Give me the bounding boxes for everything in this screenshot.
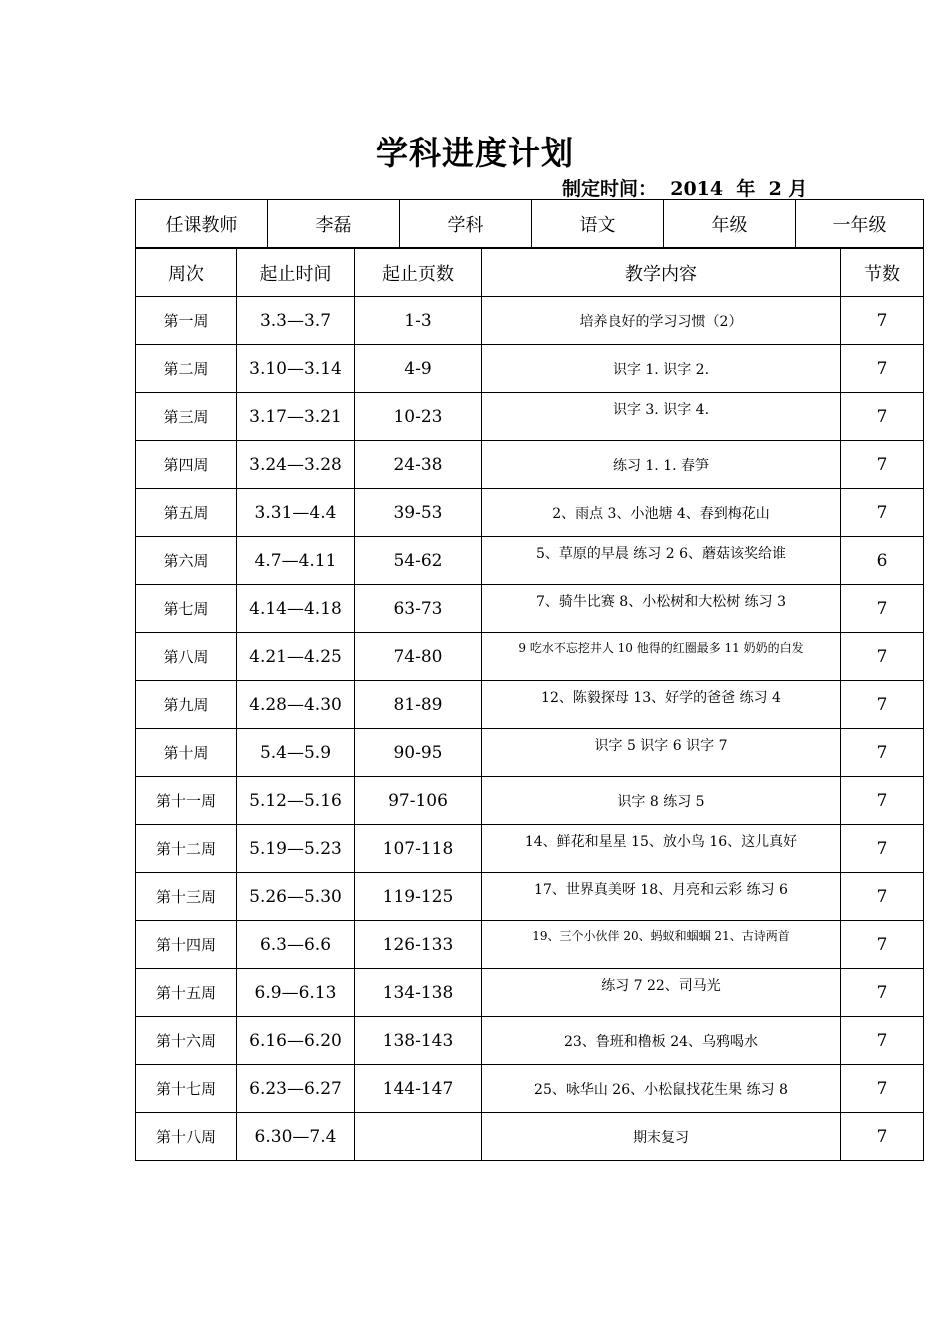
week-cell: 第十周 [136, 729, 237, 777]
table-row [136, 393, 924, 441]
date-line: 制定时间： 2014 年 2 月 [562, 178, 808, 200]
table-row [136, 585, 924, 633]
week-cell: 第二周 [136, 345, 237, 393]
content-cell: 25、咏华山 26、小松鼠找花生果 练习 8 [482, 1065, 841, 1113]
content-cell: 7、骑牛比赛 8、小松树和大松树 练习 3 [482, 585, 841, 633]
content-cell: 5、草原的早晨 练习 2 6、蘑菇该奖给谁 [482, 537, 841, 585]
pages-cell: 74-80 [355, 633, 482, 681]
pages-cell: 81-89 [355, 681, 482, 729]
lessons-cell: 7 [841, 489, 924, 537]
pages-cell: 107-118 [355, 825, 482, 873]
lessons-cell: 7 [841, 345, 924, 393]
week-cell: 第十一周 [136, 777, 237, 825]
week-cell: 第十三周 [136, 873, 237, 921]
pages-cell: 24-38 [355, 441, 482, 489]
content-cell: 期末复习 [482, 1113, 841, 1161]
dates-cell: 4.14—4.18 [237, 585, 355, 633]
table-row [136, 633, 924, 681]
week-cell: 第一周 [136, 297, 237, 345]
lessons-cell: 7 [841, 729, 924, 777]
week-cell: 第三周 [136, 393, 237, 441]
week-cell: 第十八周 [136, 1113, 237, 1161]
dates-cell: 6.9—6.13 [237, 969, 355, 1017]
content-cell: 17、世界真美呀 18、月亮和云彩 练习 6 [482, 873, 841, 921]
week-cell: 第七周 [136, 585, 237, 633]
info-row [136, 200, 924, 248]
table-row [136, 537, 924, 585]
content-cell: 识字 3. 识字 4. [482, 393, 841, 441]
lessons-cell: 7 [841, 873, 924, 921]
subject-label: 学科 [400, 200, 532, 248]
schedule-table [135, 248, 924, 1161]
content-cell: 12、陈毅探母 13、好学的爸爸 练习 4 [482, 681, 841, 729]
dates-cell: 5.19—5.23 [237, 825, 355, 873]
content-cell: 识字 1. 识字 2. [482, 345, 841, 393]
content-cell: 14、鲜花和星星 15、放小鸟 16、这儿真好 [482, 825, 841, 873]
pages-cell: 138-143 [355, 1017, 482, 1065]
table-row [136, 1065, 924, 1113]
dates-cell: 6.30—7.4 [237, 1113, 355, 1161]
dates-cell: 4.28—4.30 [237, 681, 355, 729]
table-row [136, 921, 924, 969]
table-row [136, 489, 924, 537]
pages-cell [355, 1113, 482, 1161]
dates-cell: 3.3—3.7 [237, 297, 355, 345]
dates-cell: 3.10—3.14 [237, 345, 355, 393]
dates-cell: 6.23—6.27 [237, 1065, 355, 1113]
content-cell: 识字 8 练习 5 [482, 777, 841, 825]
lessons-cell: 7 [841, 1113, 924, 1161]
header-lessons: 节数 [841, 249, 924, 297]
table-row [136, 777, 924, 825]
header-dates: 起止时间 [237, 249, 355, 297]
week-cell: 第十四周 [136, 921, 237, 969]
content-cell: 23、鲁班和橹板 24、乌鸦喝水 [482, 1017, 841, 1065]
dates-cell: 4.21—4.25 [237, 633, 355, 681]
table-row [136, 729, 924, 777]
dates-cell: 3.24—3.28 [237, 441, 355, 489]
week-cell: 第十二周 [136, 825, 237, 873]
pages-cell: 119-125 [355, 873, 482, 921]
content-cell: 识字 5 识字 6 识字 7 [482, 729, 841, 777]
week-cell: 第六周 [136, 537, 237, 585]
dates-cell: 3.17—3.21 [237, 393, 355, 441]
pages-cell: 39-53 [355, 489, 482, 537]
pages-cell: 10-23 [355, 393, 482, 441]
week-cell: 第九周 [136, 681, 237, 729]
lessons-cell: 7 [841, 1017, 924, 1065]
table-row [136, 1113, 924, 1161]
dates-cell: 6.16—6.20 [237, 1017, 355, 1065]
pages-cell: 97-106 [355, 777, 482, 825]
subject-value: 语文 [532, 200, 664, 248]
week-cell: 第十七周 [136, 1065, 237, 1113]
lessons-cell: 7 [841, 921, 924, 969]
lessons-cell: 7 [841, 825, 924, 873]
pages-cell: 134-138 [355, 969, 482, 1017]
lessons-cell: 7 [841, 1065, 924, 1113]
content-cell: 19、三个小伙伴 20、蚂蚁和蝈蝈 21、古诗两首 [482, 921, 841, 969]
dates-cell: 4.7—4.11 [237, 537, 355, 585]
table-row [136, 873, 924, 921]
content-cell: 练习 1. 1. 春笋 [482, 441, 841, 489]
dates-cell: 6.3—6.6 [237, 921, 355, 969]
lessons-cell: 7 [841, 681, 924, 729]
page-title: 学科进度计划 [375, 134, 574, 172]
lessons-cell: 7 [841, 393, 924, 441]
header-row [136, 249, 924, 297]
lessons-cell: 7 [841, 585, 924, 633]
table-row [136, 297, 924, 345]
teacher-value: 李磊 [268, 200, 400, 248]
lessons-cell: 7 [841, 777, 924, 825]
dates-cell: 3.31—4.4 [237, 489, 355, 537]
week-cell: 第十五周 [136, 969, 237, 1017]
header-content: 教学内容 [482, 249, 841, 297]
content-cell: 2、雨点 3、小池塘 4、春到梅花山 [482, 489, 841, 537]
pages-cell: 4-9 [355, 345, 482, 393]
grade-value: 一年级 [796, 200, 924, 248]
table-row [136, 345, 924, 393]
pages-cell: 63-73 [355, 585, 482, 633]
lessons-cell: 7 [841, 441, 924, 489]
content-cell: 培养良好的学习习惯（2） [482, 297, 841, 345]
lessons-cell: 7 [841, 633, 924, 681]
pages-cell: 1-3 [355, 297, 482, 345]
grade-label: 年级 [664, 200, 796, 248]
dates-cell: 5.4—5.9 [237, 729, 355, 777]
table-row [136, 681, 924, 729]
header-pages: 起止页数 [355, 249, 482, 297]
pages-cell: 144-147 [355, 1065, 482, 1113]
lessons-cell: 7 [841, 969, 924, 1017]
table-row [136, 969, 924, 1017]
table-row [136, 441, 924, 489]
header-week: 周次 [136, 249, 237, 297]
teacher-label: 任课教师 [136, 200, 268, 248]
pages-cell: 90-95 [355, 729, 482, 777]
content-cell: 练习 7 22、司马光 [482, 969, 841, 1017]
pages-cell: 54-62 [355, 537, 482, 585]
dates-cell: 5.26—5.30 [237, 873, 355, 921]
pages-cell: 126-133 [355, 921, 482, 969]
content-cell: 9 吃水不忘挖井人 10 他得的红圈最多 11 奶奶的白发 [482, 633, 841, 681]
dates-cell: 5.12—5.16 [237, 777, 355, 825]
lessons-cell: 6 [841, 537, 924, 585]
info-table [135, 199, 924, 248]
table-row [136, 825, 924, 873]
week-cell: 第五周 [136, 489, 237, 537]
table-row [136, 1017, 924, 1065]
lessons-cell: 7 [841, 297, 924, 345]
week-cell: 第四周 [136, 441, 237, 489]
week-cell: 第八周 [136, 633, 237, 681]
week-cell: 第十六周 [136, 1017, 237, 1065]
